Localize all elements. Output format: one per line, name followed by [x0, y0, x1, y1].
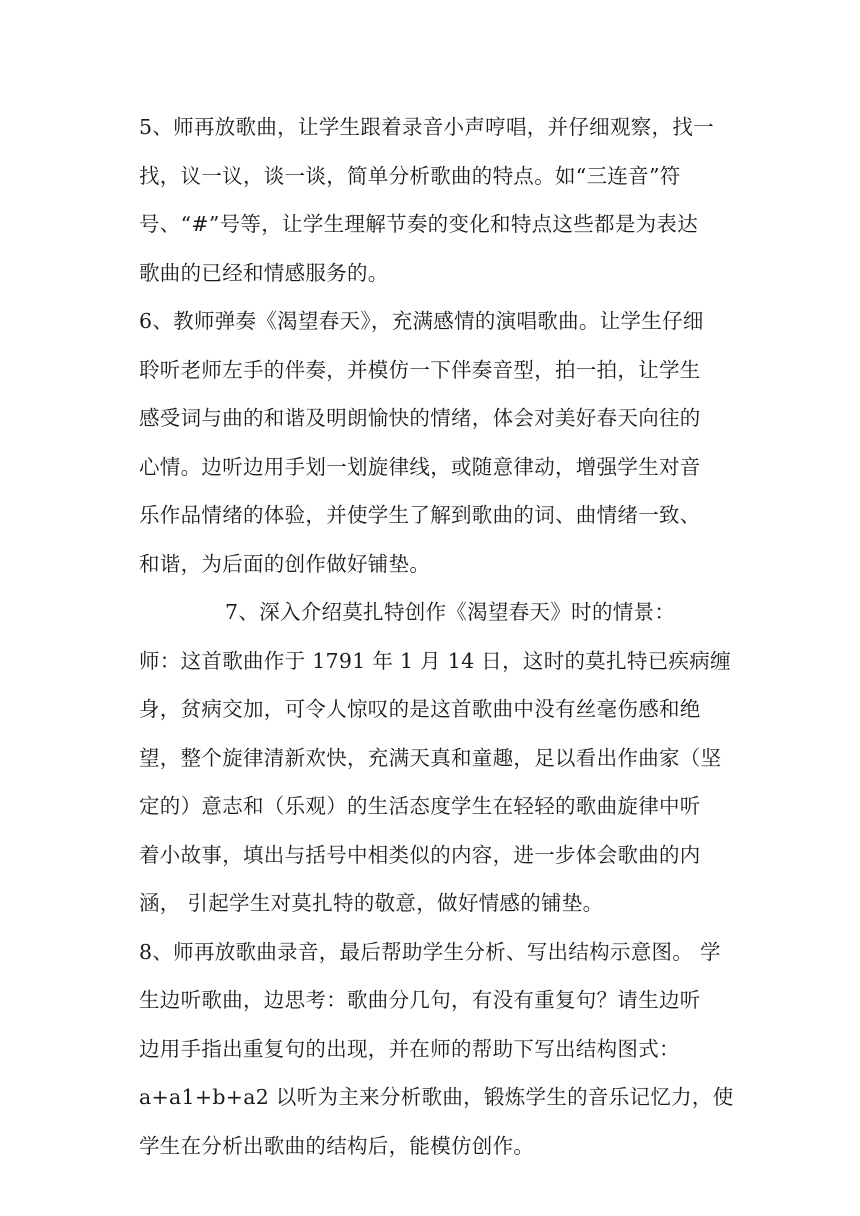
paragraph-line: 感受词与曲的和谐及明朗愉快的情绪，体会对美好春天向往的 — [139, 406, 701, 430]
document-page — [139, 103, 734, 1170]
paragraph-5 — [139, 103, 721, 297]
paragraph-line: 找，议一议，谈一谈，简单分析歌曲的特点。如“三连音”符 — [139, 163, 681, 188]
paragraph-line: 生边听歌曲，边思考：歌曲分几句，有没有重复句？请生边听 — [139, 988, 701, 1012]
paragraph-line: 6、教师弹奏《渴望春天》，充满感情的演唱歌曲。让学生仔细 — [139, 309, 704, 333]
paragraph-6 — [139, 297, 721, 588]
paragraph-line: 身，贫病交加，可令人惊叹的是这首歌曲中没有丝毫伤感和绝 — [139, 697, 701, 721]
paragraph-line: 师：这首歌曲作于 1791 年 1 月 14 日，这时的莫扎特已疾病缠 — [139, 648, 731, 673]
paragraph-line: 和谐，为后面的创作做好铺垫。 — [139, 551, 431, 576]
paragraph-line: 着小故事，填出与括号中相类似的内容，进一步体会歌曲的内 — [139, 842, 701, 867]
paragraph-line: 歌曲的已经和情感服务的。 — [139, 260, 389, 285]
paragraph-teacher-narration — [139, 637, 731, 928]
paragraph-line: 心情。边听边用手划一划旋律线，或随意律动，增强学生对音 — [139, 454, 701, 479]
paragraph-7-heading — [139, 588, 721, 637]
paragraph-line: a+a1+b+a2 以听为主来分析歌曲，锻炼学生的音乐记忆力，使 — [139, 1085, 734, 1109]
paragraph-line: 边用手指出重复句的出现，并在师的帮助下写出结构图式： — [139, 1036, 680, 1061]
paragraph-8 — [139, 928, 734, 1171]
paragraph-line: 5、师再放歌曲，让学生跟着录音小声哼唱，并仔细观察，找一 — [139, 115, 714, 139]
paragraph-line: 8、师再放歌曲录音，最后帮助学生分析、写出结构示意图。 学 — [139, 939, 721, 964]
paragraph-line: 号、“#”号等，让学生理解节奏的变化和特点这些都是为表达 — [139, 212, 699, 236]
paragraph-line: 学生在分析出歌曲的结构后，能模仿创作。 — [139, 1133, 535, 1158]
paragraph-line: 望，整个旋律清新欢快，充满天真和童趣，足以看出作曲家（坚 — [139, 745, 722, 770]
paragraph-line: 乐作品情绪的体验，并使学生了解到歌曲的词、曲情绪一致、 — [139, 503, 701, 527]
paragraph-line: 涵， 引起学生对莫扎特的敬意，做好情感的铺垫。 — [139, 891, 604, 915]
paragraph-line: 聆听老师左手的伴奏，并模仿一下伴奏音型，拍一拍，让学生 — [139, 357, 701, 382]
paragraph-line: 定的）意志和（乐观）的生活态度学生在轻轻的歌曲旋律中听 — [139, 794, 701, 818]
paragraph-line: 7、深入介绍莫扎特创作《渴望春天》时的情景： — [225, 600, 676, 624]
